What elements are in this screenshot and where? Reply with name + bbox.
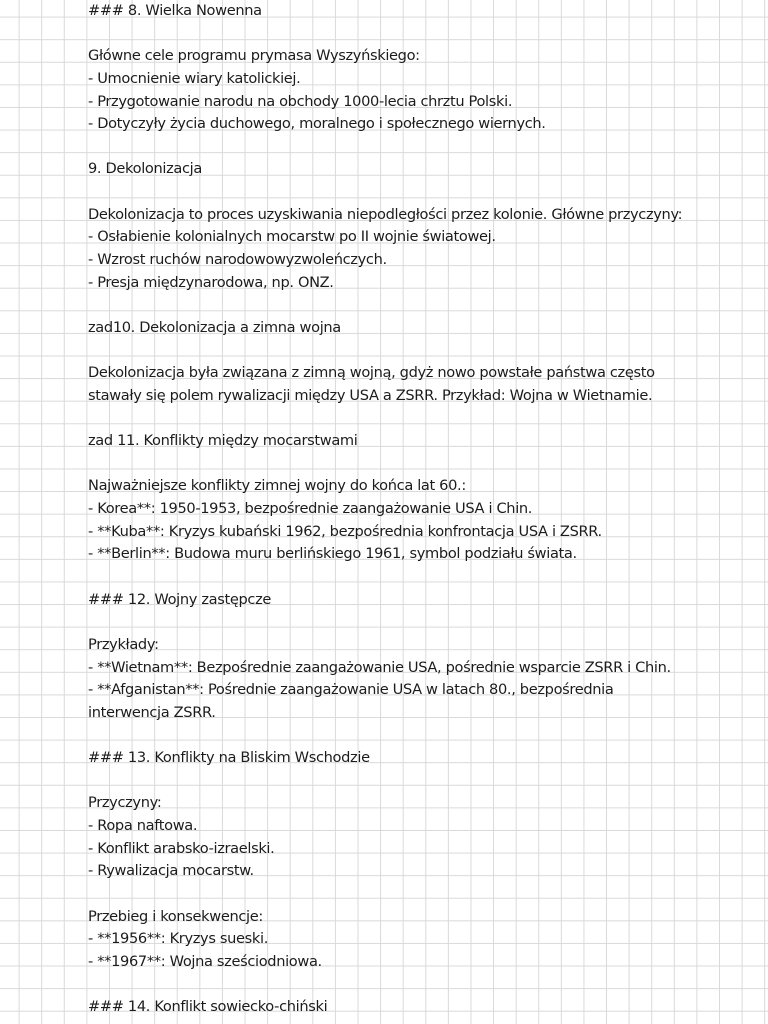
- note-line: Dekolonizacja była związana z zimną wojną, gdyż nowo powstałe państwa często: [88, 364, 655, 382]
- blank-line: [88, 566, 760, 589]
- blank-line: [88, 23, 760, 46]
- heading-zad10: zad10. Dekolonizacja a zimna wojna: [88, 318, 341, 336]
- note-line: - **Berlin**: Budowa muru berlińskiego 1961, symbol podziału świata.: [88, 545, 577, 563]
- note-line: - Przygotowanie narodu na obchody 1000-lecia chrztu Polski.: [88, 92, 513, 110]
- note-line: - Osłabienie kolonialnych mocarstw po II wojnie światowej.: [88, 228, 496, 246]
- note-line: - **1967**: Wojna sześciodniowa.: [88, 952, 322, 970]
- note-line: Najważniejsze konflikty zimnej wojny do końca lat 60.:: [88, 477, 466, 495]
- blank-line: [88, 883, 760, 906]
- blank-line: [88, 181, 760, 204]
- blank-line: [88, 408, 760, 431]
- heading-wielka-nowenna: ### 8. Wielka Nowenna: [88, 2, 262, 19]
- note-line: - **1956**: Kryzys sueski.: [88, 930, 269, 948]
- blank-line: [88, 770, 760, 793]
- note-line: - **Kuba**: Kryzys kubański 1962, bezpośrednia konfrontacja USA i ZSRR.: [88, 522, 602, 540]
- note-line: - **Afganistan**: Pośrednie zaangażowanie USA w latach 80., bezpośrednia: [88, 681, 614, 699]
- note-line: - **Wietnam**: Bezpośrednie zaangażowanie USA, pośrednie wsparcie ZSRR i Chin.: [88, 658, 671, 676]
- note-line: - Korea**: 1950-1953, bezpośrednie zaangażowanie USA i Chin.: [88, 500, 533, 518]
- note-line: stawały się polem rywalizacji między USA a ZSRR. Przykład: Wojna w Wietnamie.: [88, 386, 653, 404]
- note-line: Przyczyny:: [88, 794, 162, 812]
- note-line: - Konflikt arabsko-izraelski.: [88, 839, 275, 857]
- note-line: Główne cele programu prymasa Wyszyńskiego:: [88, 47, 420, 65]
- note-line: Przebieg i konsekwencje:: [88, 907, 263, 925]
- note-line: - Dotyczyły życia duchowego, moralnego i społecznego wiernych.: [88, 115, 546, 133]
- heading-bliski-wschod: ### 13. Konflikty na Bliskim Wschodzie: [88, 749, 370, 767]
- note-line: - Rywalizacja mocarstw.: [88, 862, 254, 880]
- note-line: Dekolonizacja to proces uzyskiwania niepodległości przez kolonie. Główne przyczyny:: [88, 205, 683, 223]
- notes-page: [88, 0, 760, 1019]
- heading-dekolonizacja: 9. Dekolonizacja: [88, 160, 202, 178]
- blank-line: [88, 974, 760, 997]
- heading-zad11: zad 11. Konflikty między mocarstwami: [88, 432, 358, 450]
- heading-wojny-zastepcze: ### 12. Wojny zastępcze: [88, 590, 272, 608]
- note-line: - Wzrost ruchów narodowowyzwoleńczych.: [88, 251, 387, 269]
- heading-konflikt-sowiecko-chinski: ### 14. Konflikt sowiecko-chiński: [88, 998, 328, 1016]
- note-line: Przykłady:: [88, 635, 159, 653]
- blank-line: [88, 294, 760, 317]
- blank-line: [88, 453, 760, 476]
- blank-line: [88, 136, 760, 159]
- note-line: - Presja międzynarodowa, np. ONZ.: [88, 273, 334, 291]
- note-line: - Ropa naftowa.: [88, 817, 198, 835]
- blank-line: [88, 611, 760, 634]
- blank-line: [88, 725, 760, 748]
- note-line: - Umocnienie wiary katolickiej.: [88, 69, 301, 87]
- blank-line: [88, 340, 760, 363]
- note-line: interwencja ZSRR.: [88, 703, 216, 721]
